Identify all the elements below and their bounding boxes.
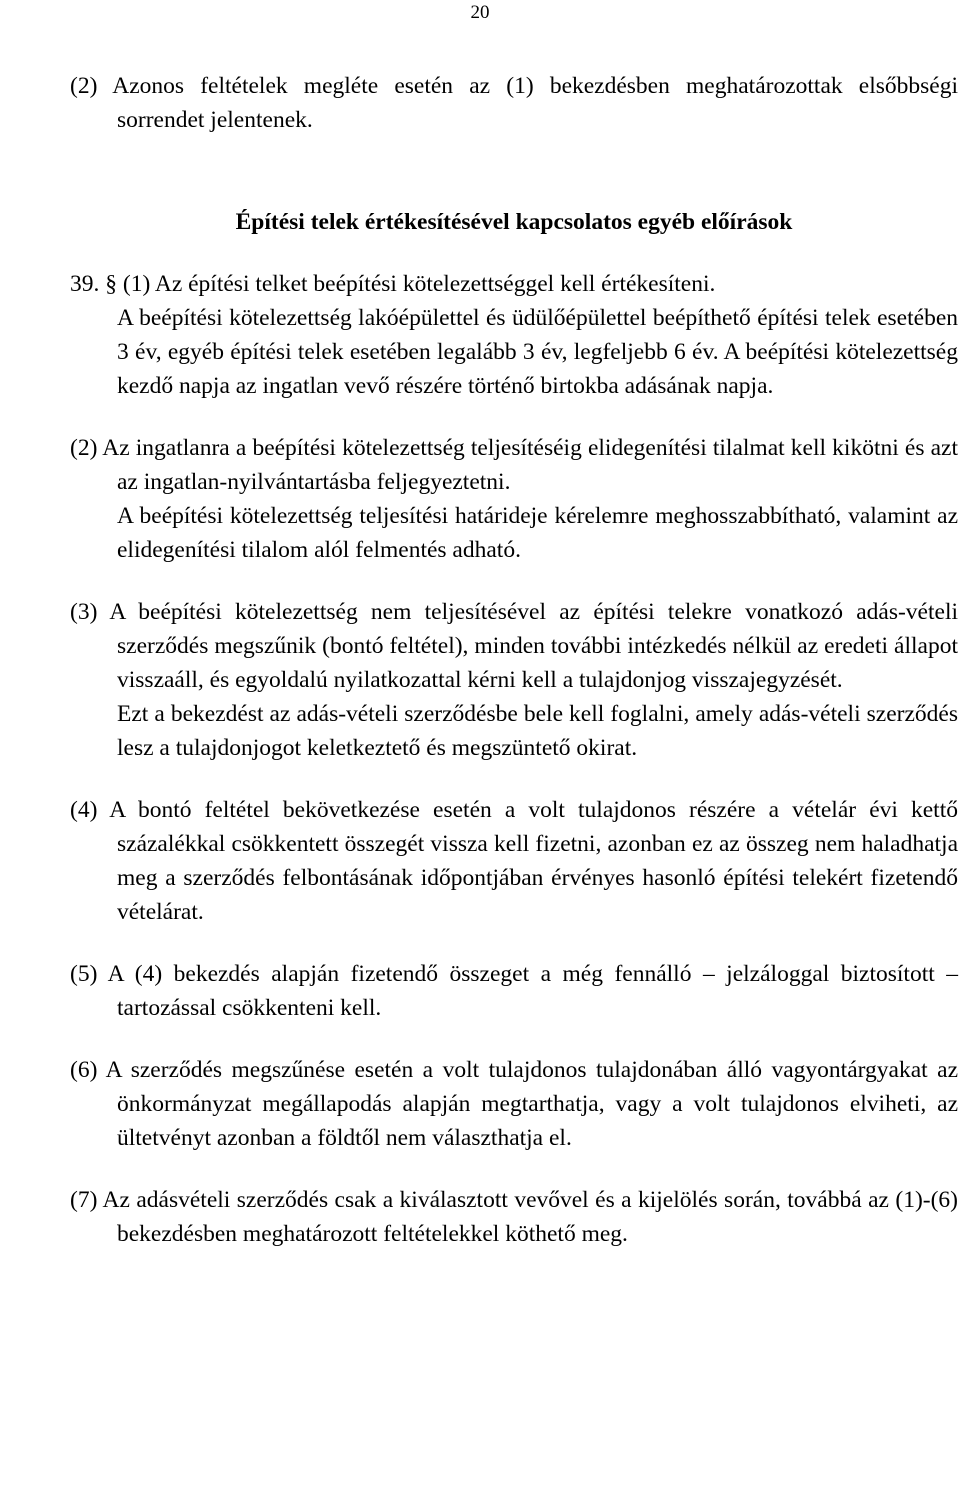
page-number: 20 <box>470 2 490 23</box>
article-39-6: (6) A szerződés megszűnése esetén a volt tulajdonos tulajdonában álló vagyontárgyakat az önkormányzat megállapodás alapján megtarthatja, vagy a volt tulajdonos elviheti, az ültetvényt azonban a földtől nem választhatja el. <box>70 1057 958 1151</box>
document-body <box>70 69 958 1251</box>
paragraph-38-2: (2) Azonos feltételek megléte esetén az (1) bekezdésben meghatározottak elsőbbségi sorrendet jelentenek. <box>70 73 958 133</box>
article-39-5: (5) A (4) bekezdés alapján fizetendő összeget a még fennálló – jelzáloggal biztosított – tartozással csökkenteni kell. <box>70 961 958 1021</box>
article-39-1-body: A beépítési kötelezettség lakóépülettel és üdülőépülettel beépíthető építési telek esetében 3 év, egyéb építési telek esetében legalább 3 év, legfeljebb 6 év. A beépítési kötelezettség kezdő napja az ingatlan vevő részére történő birtokba adásának napja. <box>117 305 958 399</box>
article-39-2: (2) Az ingatlanra a beépítési kötelezettség teljesítéséig elidegenítési tilalmat kell kikötni és azt az ingatlan-nyilvántartásba feljegyeztetni. <box>70 435 958 495</box>
article-39-2-extension: A beépítési kötelezettség teljesítési határideje kérelemre meghosszabbítható, valamint az elidegenítési tilalom alól felmentés adható. <box>117 503 958 563</box>
article-39-3: (3) A beépítési kötelezettség nem teljesítésével az építési telekre vonatkozó adás-vételi szerződés megszűnik (bontó feltétel), minden további intézkedés nélkül az eredeti állapot visszaáll, és egyoldalú nyilatkozattal kérni kell a tulajdonjog visszajegyzését. <box>70 599 958 693</box>
article-39-4: (4) A bontó feltétel bekövetkezése esetén a volt tulajdonos részére a vételár évi kettő százalékkal csökkentett összegét vissza kell fizetni, azonban ez az összeg nem haladhatja meg a szerződés felbontásának időpontjában érvényes hasonló építési telekért fizetendő vételárat. <box>70 797 958 925</box>
article-39-3-clause: Ezt a bekezdést az adás-vételi szerződésbe bele kell foglalni, amely adás-vételi szerződés lesz a tulajdonjogot keletkeztető és megszüntető okirat. <box>117 701 958 761</box>
section-heading: Építési telek értékesítésével kapcsolatos egyéb előírások <box>235 209 793 235</box>
article-39-1-first-line: 39. § (1) Az építési telket beépítési kötelezettséggel kell értékesíteni. <box>70 271 716 297</box>
article-39-7: (7) Az adásvételi szerződés csak a kiválasztott vevővel és a kijelölés során, továbbá az (1)-(6) bekezdésben meghatározott feltételekkel köthető meg. <box>70 1187 958 1247</box>
